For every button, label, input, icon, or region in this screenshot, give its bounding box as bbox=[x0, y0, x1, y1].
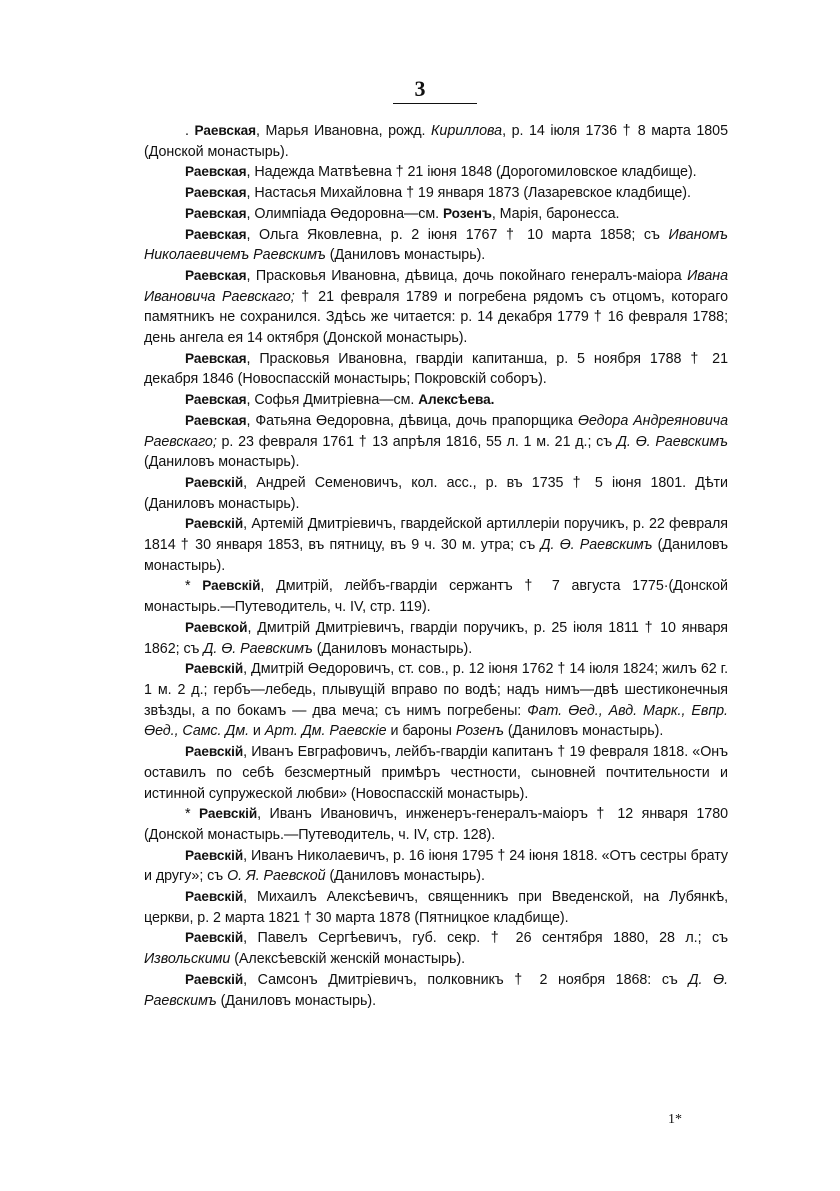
entry-italic-name: Д. Ө. Раевскимъ bbox=[540, 537, 653, 554]
entry-text: , Фатьяна Өедоровна, дѣвица, дочь прапорщика bbox=[246, 412, 578, 429]
entry bbox=[144, 411, 728, 473]
entry-text: , Олимпіада Өедоровна—см. bbox=[246, 205, 443, 222]
entry-surname: Раевскій bbox=[202, 578, 261, 594]
entry-text: , Прасковья Ивановна, гвардіи капитанша, р. 5 ноября 1788 † 21 декабря 1846 (Новоспасскій монастырь; Покровскій соборъ). bbox=[144, 350, 728, 388]
entry-surname: Раевскій bbox=[185, 889, 244, 905]
entry-italic-name: Д. Ө. Раевскимъ bbox=[616, 433, 728, 450]
entry-surname: Раевскій bbox=[185, 516, 244, 532]
entry-italic-name: О. Я. Раевской bbox=[227, 868, 326, 885]
entry bbox=[144, 121, 728, 162]
entry-text: , Андрей Семеновичъ, кол. асс., р. въ 1735 † 5 іюня 1801. Дѣти (Даниловъ монастырь). bbox=[144, 474, 728, 512]
entry-prefix: . bbox=[185, 123, 195, 139]
entry-text: , Настасья Михайловна † 19 января 1873 (Лазаревское кладбище). bbox=[246, 185, 691, 202]
entry-text: † 21 февраля 1789 и погребена рядомъ съ отцомъ, котораго памятникъ не сохранился. Здѣсь же читается: р. 14 декабря 1779 † 16 февраля 1788; день ангела ея 14 октября (Донской монастырь). bbox=[144, 288, 729, 347]
entry bbox=[144, 349, 728, 390]
entry-text: , Михаилъ Алексѣевичъ, священникъ при Введенской, на Лубянкѣ, церкви, р. 2 марта 1821 † 30 марта 1878 (Пятницкое кладбище). bbox=[144, 889, 728, 926]
entry bbox=[144, 846, 728, 887]
entry-text: , Самсонъ Дмитріевичъ, полковникъ † 2 ноября 1868: съ bbox=[243, 971, 689, 988]
entry-surname: Раевскій bbox=[185, 661, 244, 677]
entry bbox=[144, 204, 728, 225]
entry-surname: Раевская bbox=[185, 392, 247, 408]
entries-list bbox=[144, 121, 728, 1011]
entry-text: (Даниловъ монастырь). bbox=[503, 723, 664, 740]
entry bbox=[144, 390, 728, 411]
entry-text: (Даниловъ монастырь). bbox=[325, 247, 486, 264]
entry-surname: Раевская bbox=[185, 412, 247, 428]
entry bbox=[144, 183, 728, 204]
entry-text: , р. 14 іюля 1736 † 8 марта 1805 (Донской монастырь). bbox=[144, 123, 728, 160]
entry-surname: Раевская bbox=[185, 205, 247, 221]
entry bbox=[144, 618, 728, 659]
entry-italic-name: Арт. Дм. Раевскіе bbox=[264, 723, 387, 740]
entry-text: (Даниловъ монастырь). bbox=[325, 868, 485, 885]
entry-text: , Марія, баронесса. bbox=[491, 205, 620, 222]
entry-text: , Софья Дмитріевна—см. bbox=[246, 392, 419, 409]
entry-surname: Раевскій bbox=[185, 971, 244, 987]
entry-text: (Даниловъ монастырь). bbox=[144, 454, 300, 471]
entry-surname: Раевская bbox=[185, 267, 247, 283]
entry-text: , Дмитрій Дмитріевичъ, гвардіи поручикъ, р. 25 іюля 1811 † 10 января 1862; съ bbox=[144, 619, 728, 657]
entry-prefix: * bbox=[185, 578, 203, 595]
entry-text: , Иванъ Евграфовичъ, лейбъ-гвардіи капитанъ † 19 февраля 1818. «Онъ оставилъ по себѣ безсмертный примѣръ честности, сыновней почтительности и истинной супружеской любви» (Новоспасскій монастырь). bbox=[144, 744, 728, 802]
entry-text: , Иванъ Ивановичъ, инженеръ-генералъ-маіоръ † 12 января 1780 (Донской монастырь.—Путеводитель, ч. IV, стр. 128). bbox=[144, 806, 728, 843]
entry bbox=[144, 804, 728, 845]
entry bbox=[144, 576, 728, 617]
entry-text: (Алексѣевскій женскій монастырь). bbox=[230, 951, 466, 968]
entry-italic-name: Иваномъ Николаевичемъ Раевскимъ bbox=[144, 226, 728, 264]
entry-italic-name: Розенъ bbox=[455, 723, 504, 740]
entry-italic-name: Өедора Андреяновича Раевскаго; bbox=[144, 412, 728, 450]
entry-text: и bbox=[249, 723, 265, 740]
entry-surname: Раевская bbox=[185, 185, 247, 201]
entry-surname: Раевской bbox=[185, 619, 248, 635]
entry-surname: Раевскій bbox=[185, 930, 244, 946]
entry bbox=[144, 473, 728, 514]
entry-text: р. 23 февраля 1761 † 13 апрѣля 1816, 55 л. 1 м. 21 д.; съ bbox=[216, 433, 617, 450]
entry-text: (Даниловъ монастырь). bbox=[144, 537, 728, 574]
entry-italic-name: Извольскими bbox=[144, 951, 231, 968]
entry bbox=[144, 659, 728, 742]
entry-surname: Раевская bbox=[194, 123, 256, 138]
entry-surname: Раевскій bbox=[185, 847, 244, 863]
entry-italic-name: Д. Ө. Раевскимъ bbox=[203, 640, 313, 657]
signature-mark: 1* bbox=[668, 1112, 682, 1127]
entry-italic-name: Фат. Өед., Авд. Марк., Евпр. Өед., Самс. Дм. bbox=[144, 702, 728, 740]
entry bbox=[144, 162, 728, 183]
entry bbox=[144, 887, 728, 928]
entry-prefix: * bbox=[185, 806, 200, 823]
entry bbox=[144, 514, 728, 576]
page-number: 3 bbox=[414, 76, 426, 101]
entry-text: , Прасковья Ивановна, дѣвица, дочь покойнаго генералъ-маіора bbox=[246, 267, 688, 284]
entry-crossref-name: Розенъ bbox=[443, 205, 492, 221]
entry-text: , Ольга Яковлевна, р. 2 іюня 1767 † 10 марта 1858; съ bbox=[246, 226, 669, 243]
entry-text: , Артемій Дмитріевичъ, гвардейской артиллеріи поручикъ, р. 22 февраля 1814 † 30 января 1853, въ пятницу, въ 9 ч. 30 м. утра; съ bbox=[144, 516, 728, 554]
entry-italic-name: Д. Ө. Раевскимъ bbox=[144, 971, 728, 1009]
entry-text: , Надежда Матвѣевна † 21 іюня 1848 (Дорогомиловское кладбище). bbox=[246, 164, 697, 181]
entry-text: , Павелъ Сергѣевичъ, губ. секр. † 26 сентября 1880, 28 л.; съ bbox=[243, 930, 728, 947]
entry-text: , Дмитрій, лейбъ-гвардіи сержантъ † 7 августа 1775·(Донской монастырь.—Путеводитель, ч. IV, стр. 119). bbox=[144, 578, 728, 616]
entry bbox=[144, 742, 728, 804]
entry-text: (Даниловъ монастырь). bbox=[216, 992, 377, 1009]
entry-italic-name: Ивана Ивановича Раевскаго; bbox=[144, 267, 728, 305]
entry-text: и бароны bbox=[386, 723, 456, 740]
entry-surname: Раевскій bbox=[185, 744, 244, 760]
entry-text: , Дмитрій Өедоровичъ, ст. сов., р. 12 іюня 1762 † 14 іюля 1824; жилъ 62 г. 1 м. 2 д.; гербъ—лебедь, плывущій вправо по водѣ; надъ нимъ—двѣ шестиконечныя звѣзды, а по бокамъ — два меча; съ нимъ погребены: bbox=[144, 661, 728, 719]
entry bbox=[144, 266, 728, 349]
entry-surname: Раевскій bbox=[185, 474, 244, 490]
entry-crossref-name: Алексѣева. bbox=[418, 392, 495, 408]
entry bbox=[144, 970, 728, 1011]
page-number-rule bbox=[393, 103, 477, 104]
entry bbox=[144, 225, 728, 266]
entry-italic-name: Кириллова bbox=[431, 123, 503, 139]
entry bbox=[144, 928, 728, 969]
entry-surname: Раевская bbox=[185, 350, 247, 366]
entry-text: (Даниловъ монастырь). bbox=[312, 640, 473, 657]
entry-text: , Иванъ Николаевичъ, р. 16 іюня 1795 † 24 іюня 1818. «Отъ сестры брату и другу»; съ bbox=[144, 847, 728, 885]
entry-surname: Раевская bbox=[185, 164, 247, 180]
entry-surname: Раевская bbox=[185, 226, 247, 242]
entry-text: , Марья Ивановна, рожд. bbox=[256, 123, 432, 139]
entry-surname: Раевскій bbox=[199, 806, 258, 822]
